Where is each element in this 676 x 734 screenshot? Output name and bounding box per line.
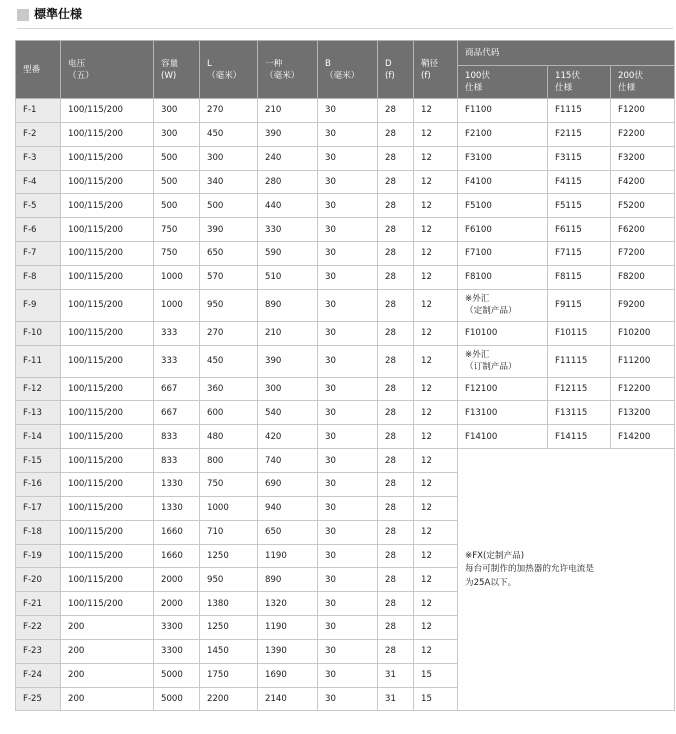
model-cell: F-13 [16,401,61,425]
capacity-cell: 750 [154,218,200,242]
pitch-cell: 330 [258,218,318,242]
bore-cell: 12 [414,194,458,218]
table-row [16,194,675,218]
d-cell: 28 [378,146,414,170]
capacity-cell: 5000 [154,687,200,711]
b-cell: 30 [318,345,378,377]
code-100v-cell: F8100 [458,265,548,289]
b-cell: 30 [318,496,378,520]
length-cell: 390 [200,218,258,242]
pitch-cell: 390 [258,345,318,377]
voltage-cell: 100/115/200 [61,425,154,449]
capacity-cell: 3300 [154,639,200,663]
bore-cell: 12 [414,520,458,544]
d-cell: 28 [378,520,414,544]
capacity-cell: 300 [154,122,200,146]
voltage-cell: 100/115/200 [61,496,154,520]
voltage-cell: 100/115/200 [61,401,154,425]
d-cell: 28 [378,639,414,663]
d-cell: 28 [378,170,414,194]
model-cell: F-21 [16,592,61,616]
b-cell: 30 [318,687,378,711]
code-100v-cell: ※外汇 （订制产品） [458,345,548,377]
b-cell: 30 [318,265,378,289]
d-cell: 28 [378,401,414,425]
capacity-cell: 1000 [154,289,200,321]
model-cell: F-17 [16,496,61,520]
voltage-cell: 200 [61,687,154,711]
length-cell: 650 [200,242,258,266]
b-cell: 30 [318,242,378,266]
length-cell: 2200 [200,687,258,711]
code-115v-cell: F14115 [548,425,611,449]
pitch-cell: 540 [258,401,318,425]
code-100v-cell: F3100 [458,146,548,170]
voltage-cell: 100/115/200 [61,449,154,473]
code-200v-cell: F11200 [611,345,675,377]
b-cell: 30 [318,146,378,170]
b-cell: 30 [318,377,378,401]
model-cell: F-3 [16,146,61,170]
table-row [16,99,675,123]
code-200v-cell: F5200 [611,194,675,218]
table-row [16,425,675,449]
d-cell: 28 [378,496,414,520]
capacity-cell: 333 [154,345,200,377]
bore-cell: 12 [414,425,458,449]
bore-cell: 12 [414,568,458,592]
b-cell: 30 [318,99,378,123]
d-cell: 31 [378,663,414,687]
header-code-100v: 100伏 仕様 [458,66,548,99]
code-200v-cell: F14200 [611,425,675,449]
length-cell: 450 [200,122,258,146]
header-length: L （毫米） [200,41,258,99]
voltage-cell: 100/115/200 [61,321,154,345]
voltage-cell: 100/115/200 [61,472,154,496]
voltage-cell: 200 [61,639,154,663]
length-cell: 1250 [200,616,258,640]
bore-cell: 12 [414,496,458,520]
model-cell: F-8 [16,265,61,289]
model-cell: F-2 [16,122,61,146]
length-cell: 600 [200,401,258,425]
pitch-cell: 1390 [258,639,318,663]
pitch-cell: 300 [258,377,318,401]
capacity-cell: 833 [154,425,200,449]
bore-cell: 12 [414,544,458,568]
capacity-cell: 1660 [154,544,200,568]
capacity-cell: 3300 [154,616,200,640]
voltage-cell: 100/115/200 [61,122,154,146]
capacity-cell: 833 [154,449,200,473]
model-cell: F-11 [16,345,61,377]
model-cell: F-19 [16,544,61,568]
b-cell: 30 [318,170,378,194]
pitch-cell: 210 [258,99,318,123]
model-cell: F-23 [16,639,61,663]
header-model: 型番 [16,41,61,99]
capacity-cell: 300 [154,99,200,123]
model-cell: F-4 [16,170,61,194]
length-cell: 1000 [200,496,258,520]
table-row [16,321,675,345]
b-cell: 30 [318,218,378,242]
voltage-cell: 100/115/200 [61,146,154,170]
length-cell: 450 [200,345,258,377]
b-cell: 30 [318,616,378,640]
model-cell: F-7 [16,242,61,266]
d-cell: 28 [378,449,414,473]
d-cell: 28 [378,592,414,616]
length-cell: 950 [200,289,258,321]
model-cell: F-1 [16,99,61,123]
header-bore: 鞘径 (f) [414,41,458,99]
code-200v-cell: F6200 [611,218,675,242]
pitch-cell: 1190 [258,544,318,568]
note-line: ※FX(定制产品) [465,551,525,562]
table-row [16,401,675,425]
code-115v-cell: F12115 [548,377,611,401]
d-cell: 28 [378,289,414,321]
pitch-cell: 510 [258,265,318,289]
code-200v-cell: F13200 [611,401,675,425]
b-cell: 30 [318,663,378,687]
code-115v-cell: F7115 [548,242,611,266]
b-cell: 30 [318,425,378,449]
table-row [16,265,675,289]
code-115v-cell: F5115 [548,194,611,218]
header-code-115v: 115伏 仕様 [548,66,611,99]
code-115v-cell: F2115 [548,122,611,146]
pitch-cell: 1690 [258,663,318,687]
d-cell: 28 [378,99,414,123]
capacity-cell: 1000 [154,265,200,289]
model-cell: F-20 [16,568,61,592]
code-100v-cell: F2100 [458,122,548,146]
bore-cell: 12 [414,592,458,616]
capacity-cell: 500 [154,170,200,194]
b-cell: 30 [318,401,378,425]
code-200v-cell: F1200 [611,99,675,123]
header-b: B （毫米） [318,41,378,99]
code-115v-cell: F1115 [548,99,611,123]
model-cell: F-9 [16,289,61,321]
code-200v-cell: F4200 [611,170,675,194]
code-100v-cell: F14100 [458,425,548,449]
b-cell: 30 [318,568,378,592]
model-cell: F-14 [16,425,61,449]
note-line: 为25A以下。 [465,577,517,588]
table-row [16,122,675,146]
table-row [16,449,675,473]
code-100v-cell: F13100 [458,401,548,425]
b-cell: 30 [318,289,378,321]
length-cell: 710 [200,520,258,544]
code-200v-cell: F7200 [611,242,675,266]
d-cell: 28 [378,377,414,401]
model-cell: F-15 [16,449,61,473]
b-cell: 30 [318,122,378,146]
code-100v-cell: F6100 [458,218,548,242]
capacity-cell: 667 [154,377,200,401]
pitch-cell: 1190 [258,616,318,640]
length-cell: 1450 [200,639,258,663]
code-200v-cell: F3200 [611,146,675,170]
capacity-cell: 500 [154,194,200,218]
d-cell: 28 [378,568,414,592]
b-cell: 30 [318,472,378,496]
d-cell: 28 [378,265,414,289]
voltage-cell: 100/115/200 [61,242,154,266]
code-100v-cell: F1100 [458,99,548,123]
length-cell: 270 [200,321,258,345]
pitch-cell: 740 [258,449,318,473]
b-cell: 30 [318,544,378,568]
code-100v-cell: F4100 [458,170,548,194]
b-cell: 30 [318,639,378,663]
bore-cell: 12 [414,321,458,345]
pitch-cell: 690 [258,472,318,496]
voltage-cell: 100/115/200 [61,568,154,592]
header-voltage: 电压 （五） [61,41,154,99]
pitch-cell: 420 [258,425,318,449]
voltage-cell: 200 [61,616,154,640]
bore-cell: 12 [414,122,458,146]
bore-cell: 12 [414,99,458,123]
pitch-cell: 650 [258,520,318,544]
code-100v-cell: F12100 [458,377,548,401]
length-cell: 1750 [200,663,258,687]
bore-cell: 15 [414,687,458,711]
capacity-cell: 2000 [154,592,200,616]
table-row [16,146,675,170]
voltage-cell: 100/115/200 [61,99,154,123]
capacity-cell: 750 [154,242,200,266]
code-100v-cell: F7100 [458,242,548,266]
header-d: D (f) [378,41,414,99]
voltage-cell: 100/115/200 [61,544,154,568]
model-cell: F-25 [16,687,61,711]
capacity-cell: 1330 [154,496,200,520]
b-cell: 30 [318,321,378,345]
d-cell: 28 [378,544,414,568]
length-cell: 570 [200,265,258,289]
code-115v-cell: F13115 [548,401,611,425]
voltage-cell: 100/115/200 [61,194,154,218]
capacity-cell: 500 [154,146,200,170]
length-cell: 340 [200,170,258,194]
pitch-cell: 210 [258,321,318,345]
code-115v-cell: F11115 [548,345,611,377]
section-header [17,7,673,29]
table-row [16,289,675,321]
b-cell: 30 [318,520,378,544]
bore-cell: 12 [414,401,458,425]
pitch-cell: 940 [258,496,318,520]
code-200v-cell: F10200 [611,321,675,345]
pitch-cell: 240 [258,146,318,170]
code-100v-cell: F10100 [458,321,548,345]
code-115v-cell: F8115 [548,265,611,289]
section-marker-square [17,9,29,21]
length-cell: 750 [200,472,258,496]
bore-cell: 12 [414,345,458,377]
bore-cell: 12 [414,170,458,194]
bore-cell: 15 [414,663,458,687]
bore-cell: 12 [414,218,458,242]
capacity-cell: 1330 [154,472,200,496]
bore-cell: 12 [414,449,458,473]
model-cell: F-22 [16,616,61,640]
d-cell: 28 [378,218,414,242]
length-cell: 1380 [200,592,258,616]
length-cell: 360 [200,377,258,401]
bore-cell: 12 [414,472,458,496]
table-row [16,170,675,194]
code-200v-cell: F12200 [611,377,675,401]
table-row [16,218,675,242]
pitch-cell: 390 [258,122,318,146]
bore-cell: 12 [414,289,458,321]
voltage-cell: 100/115/200 [61,377,154,401]
pitch-cell: 440 [258,194,318,218]
table-row [16,242,675,266]
code-100v-cell: F5100 [458,194,548,218]
length-cell: 270 [200,99,258,123]
voltage-cell: 200 [61,663,154,687]
code-200v-cell: F2200 [611,122,675,146]
voltage-cell: 100/115/200 [61,289,154,321]
length-cell: 300 [200,146,258,170]
pitch-cell: 590 [258,242,318,266]
section-title: 標準仕様 [34,7,83,21]
code-100v-cell: ※外汇 （定制产品） [458,289,548,321]
pitch-cell: 2140 [258,687,318,711]
bore-cell: 12 [414,146,458,170]
bore-cell: 12 [414,265,458,289]
header-code-200v: 200伏 仕様 [611,66,675,99]
d-cell: 28 [378,321,414,345]
pitch-cell: 1320 [258,592,318,616]
code-115v-cell: F10115 [548,321,611,345]
capacity-cell: 5000 [154,663,200,687]
code-115v-cell: F6115 [548,218,611,242]
length-cell: 480 [200,425,258,449]
d-cell: 28 [378,242,414,266]
pitch-cell: 890 [258,289,318,321]
model-cell: F-16 [16,472,61,496]
d-cell: 28 [378,472,414,496]
voltage-cell: 100/115/200 [61,170,154,194]
model-cell: F-10 [16,321,61,345]
b-cell: 30 [318,194,378,218]
length-cell: 950 [200,568,258,592]
d-cell: 28 [378,194,414,218]
code-115v-cell: F3115 [548,146,611,170]
voltage-cell: 100/115/200 [61,218,154,242]
model-cell: F-5 [16,194,61,218]
d-cell: 28 [378,425,414,449]
model-cell: F-24 [16,663,61,687]
note-cell [458,449,675,711]
code-200v-cell: F9200 [611,289,675,321]
capacity-cell: 1660 [154,520,200,544]
voltage-cell: 100/115/200 [61,520,154,544]
capacity-cell: 333 [154,321,200,345]
code-115v-cell: F9115 [548,289,611,321]
note-line: 每台可制作的加热器的允许电流是 [465,564,594,575]
model-cell: F-6 [16,218,61,242]
length-cell: 500 [200,194,258,218]
capacity-cell: 2000 [154,568,200,592]
voltage-cell: 100/115/200 [61,265,154,289]
pitch-cell: 890 [258,568,318,592]
model-cell: F-18 [16,520,61,544]
d-cell: 31 [378,687,414,711]
length-cell: 800 [200,449,258,473]
d-cell: 28 [378,345,414,377]
voltage-cell: 100/115/200 [61,345,154,377]
length-cell: 1250 [200,544,258,568]
bore-cell: 12 [414,616,458,640]
voltage-cell: 100/115/200 [61,592,154,616]
d-cell: 28 [378,616,414,640]
table-row [16,377,675,401]
code-115v-cell: F4115 [548,170,611,194]
header-capacity: 容量 (W) [154,41,200,99]
capacity-cell: 667 [154,401,200,425]
bore-cell: 12 [414,377,458,401]
pitch-cell: 280 [258,170,318,194]
bore-cell: 12 [414,242,458,266]
bore-cell: 12 [414,639,458,663]
header-product-code: 商品代码 [458,41,675,66]
b-cell: 30 [318,449,378,473]
header-pitch: 一种 （毫米） [258,41,318,99]
b-cell: 30 [318,592,378,616]
code-200v-cell: F8200 [611,265,675,289]
d-cell: 28 [378,122,414,146]
table-row [16,345,675,377]
model-cell: F-12 [16,377,61,401]
spec-table [15,40,675,711]
